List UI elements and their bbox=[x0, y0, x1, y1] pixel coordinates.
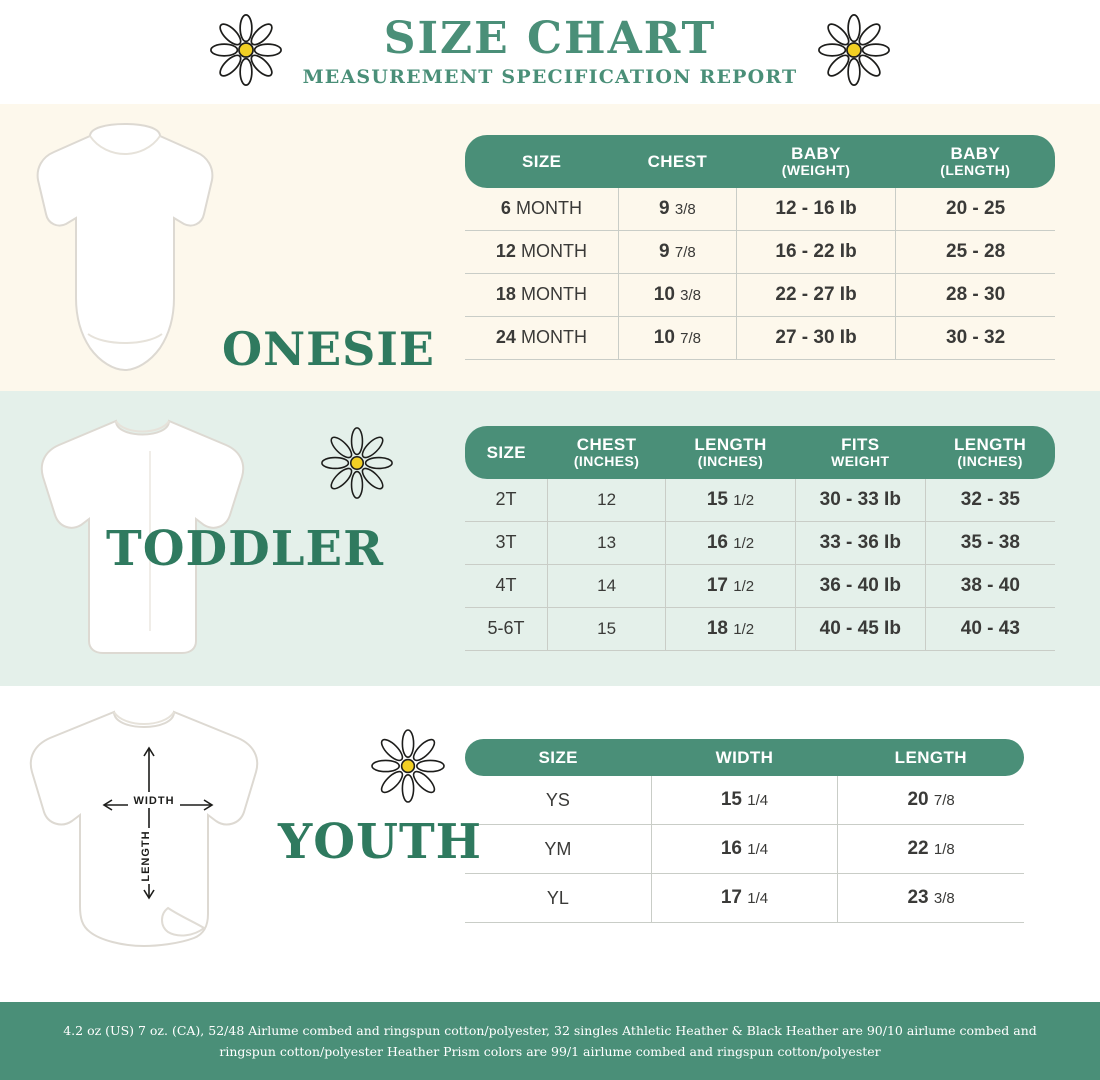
cell-size: 6 MONTH bbox=[465, 188, 618, 231]
col-baby-length: BABY (LENGTH) bbox=[896, 135, 1055, 188]
cell-weight: 16 - 22 Ib bbox=[736, 230, 895, 273]
toddler-visual-block bbox=[0, 391, 465, 686]
footer-line-1: 4.2 oz (US) 7 oz. (CA), 52/48 Airlume combed and ringspun cotton/polyester, 32 singles Athletic Heather & Black Heather are 90/10 airlume combed and bbox=[63, 1022, 1037, 1038]
cell-length: 20 - 25 bbox=[896, 188, 1055, 231]
cell-length: 28 - 30 bbox=[896, 273, 1055, 316]
cell-chest: 12 bbox=[548, 479, 666, 522]
footer-disclaimer bbox=[0, 1002, 1100, 1080]
col-fits-weight: FITS WEIGHT bbox=[795, 426, 925, 479]
col-size: SIZE bbox=[465, 739, 651, 776]
footer-text bbox=[63, 1020, 1037, 1063]
cell-size: 2T bbox=[465, 479, 548, 522]
daisy-icon bbox=[207, 11, 285, 94]
cell-chest: 9 7/8 bbox=[618, 230, 736, 273]
col-size: SIZE bbox=[465, 426, 548, 479]
col-size: SIZE bbox=[465, 135, 618, 188]
onesie-size-table bbox=[465, 135, 1055, 360]
section-toddler bbox=[0, 391, 1100, 686]
table-row bbox=[465, 316, 1055, 359]
cell-length: 15 1/2 bbox=[666, 479, 796, 522]
onesie-bodysuit-image bbox=[28, 122, 223, 382]
cell-weight: 40 - 45 Ib bbox=[795, 607, 925, 650]
footer-line-2: ringspun cotton/polyester Heather Prism colors are 99/1 airlume combed and ringspun cotton/polyester bbox=[219, 1044, 881, 1059]
cell-length-inches: 40 - 43 bbox=[925, 607, 1055, 650]
cell-size: 18 MONTH bbox=[465, 273, 618, 316]
cell-length-inches: 38 - 40 bbox=[925, 564, 1055, 607]
table-row bbox=[465, 273, 1055, 316]
cell-width: 17 1/4 bbox=[651, 874, 837, 923]
table-header-row bbox=[465, 739, 1024, 776]
svg-text:WIDTH: WIDTH bbox=[133, 795, 175, 807]
cell-weight: 12 - 16 Ib bbox=[736, 188, 895, 231]
cell-chest: 10 7/8 bbox=[618, 316, 736, 359]
col-chest: CHEST (INCHES) bbox=[548, 426, 666, 479]
youth-table-wrap bbox=[465, 739, 1100, 923]
col-length: LENGTH (INCHES) bbox=[666, 426, 796, 479]
toddler-size-table bbox=[465, 426, 1055, 651]
cell-size: 24 MONTH bbox=[465, 316, 618, 359]
section-onesie bbox=[0, 104, 1100, 391]
page-header bbox=[0, 0, 1100, 104]
page-title: SIZE CHART bbox=[383, 12, 717, 64]
col-baby-weight: BABY (WEIGHT) bbox=[736, 135, 895, 188]
onesie-table-wrap bbox=[465, 135, 1100, 360]
cell-length: 30 - 32 bbox=[896, 316, 1055, 359]
daisy-icon bbox=[815, 11, 893, 94]
page-subtitle: MEASUREMENT SPECIFICATION REPORT bbox=[302, 66, 798, 89]
cell-length: 23 3/8 bbox=[838, 874, 1024, 923]
header-text-block bbox=[302, 12, 798, 89]
cell-size: 5-6T bbox=[465, 607, 548, 650]
cell-width: 15 1/4 bbox=[651, 776, 837, 825]
cell-width: 16 1/4 bbox=[651, 825, 837, 874]
cell-chest: 9 3/8 bbox=[618, 188, 736, 231]
section-youth bbox=[0, 686, 1100, 976]
col-width: WIDTH bbox=[651, 739, 837, 776]
cell-weight: 33 - 36 Ib bbox=[795, 521, 925, 564]
cell-length: 22 1/8 bbox=[838, 825, 1024, 874]
col-chest: CHEST bbox=[618, 135, 736, 188]
cell-size: YS bbox=[465, 776, 651, 825]
cell-weight: 27 - 30 Ib bbox=[736, 316, 895, 359]
youth-size-table bbox=[465, 739, 1024, 923]
table-header-row bbox=[465, 426, 1055, 479]
cell-size: 12 MONTH bbox=[465, 230, 618, 273]
table-row bbox=[465, 874, 1024, 923]
category-label-onesie: ONESIE bbox=[222, 322, 435, 376]
cell-chest: 10 3/8 bbox=[618, 273, 736, 316]
cell-length: 16 1/2 bbox=[666, 521, 796, 564]
cell-length: 20 7/8 bbox=[838, 776, 1024, 825]
youth-visual-block bbox=[0, 686, 483, 976]
cell-chest: 14 bbox=[548, 564, 666, 607]
daisy-icon bbox=[368, 726, 448, 811]
toddler-table-wrap bbox=[465, 426, 1100, 651]
table-row bbox=[465, 521, 1055, 564]
onesie-visual-block bbox=[0, 104, 465, 391]
cell-chest: 15 bbox=[548, 607, 666, 650]
table-row bbox=[465, 607, 1055, 650]
category-label-youth: YOUTH bbox=[278, 814, 483, 870]
cell-weight: 22 - 27 Ib bbox=[736, 273, 895, 316]
cell-length: 25 - 28 bbox=[896, 230, 1055, 273]
col-length-2: LENGTH (INCHES) bbox=[925, 426, 1055, 479]
table-header-row bbox=[465, 135, 1055, 188]
cell-length: 18 1/2 bbox=[666, 607, 796, 650]
svg-text:LENGTH: LENGTH bbox=[140, 830, 152, 882]
table-row bbox=[465, 230, 1055, 273]
cell-size: YL bbox=[465, 874, 651, 923]
cell-size: 4T bbox=[465, 564, 548, 607]
daisy-icon bbox=[318, 424, 396, 507]
col-length: LENGTH bbox=[838, 739, 1024, 776]
cell-weight: 30 - 33 Ib bbox=[795, 479, 925, 522]
category-label-toddler: TODDLER bbox=[106, 521, 385, 577]
table-row bbox=[465, 188, 1055, 231]
table-row bbox=[465, 825, 1024, 874]
cell-length-inches: 32 - 35 bbox=[925, 479, 1055, 522]
table-row bbox=[465, 479, 1055, 522]
cell-size: 3T bbox=[465, 521, 548, 564]
cell-length: 17 1/2 bbox=[666, 564, 796, 607]
table-row bbox=[465, 564, 1055, 607]
cell-weight: 36 - 40 Ib bbox=[795, 564, 925, 607]
cell-size: YM bbox=[465, 825, 651, 874]
table-row bbox=[465, 776, 1024, 825]
youth-tshirt-image bbox=[18, 700, 278, 960]
cell-chest: 13 bbox=[548, 521, 666, 564]
cell-length-inches: 35 - 38 bbox=[925, 521, 1055, 564]
